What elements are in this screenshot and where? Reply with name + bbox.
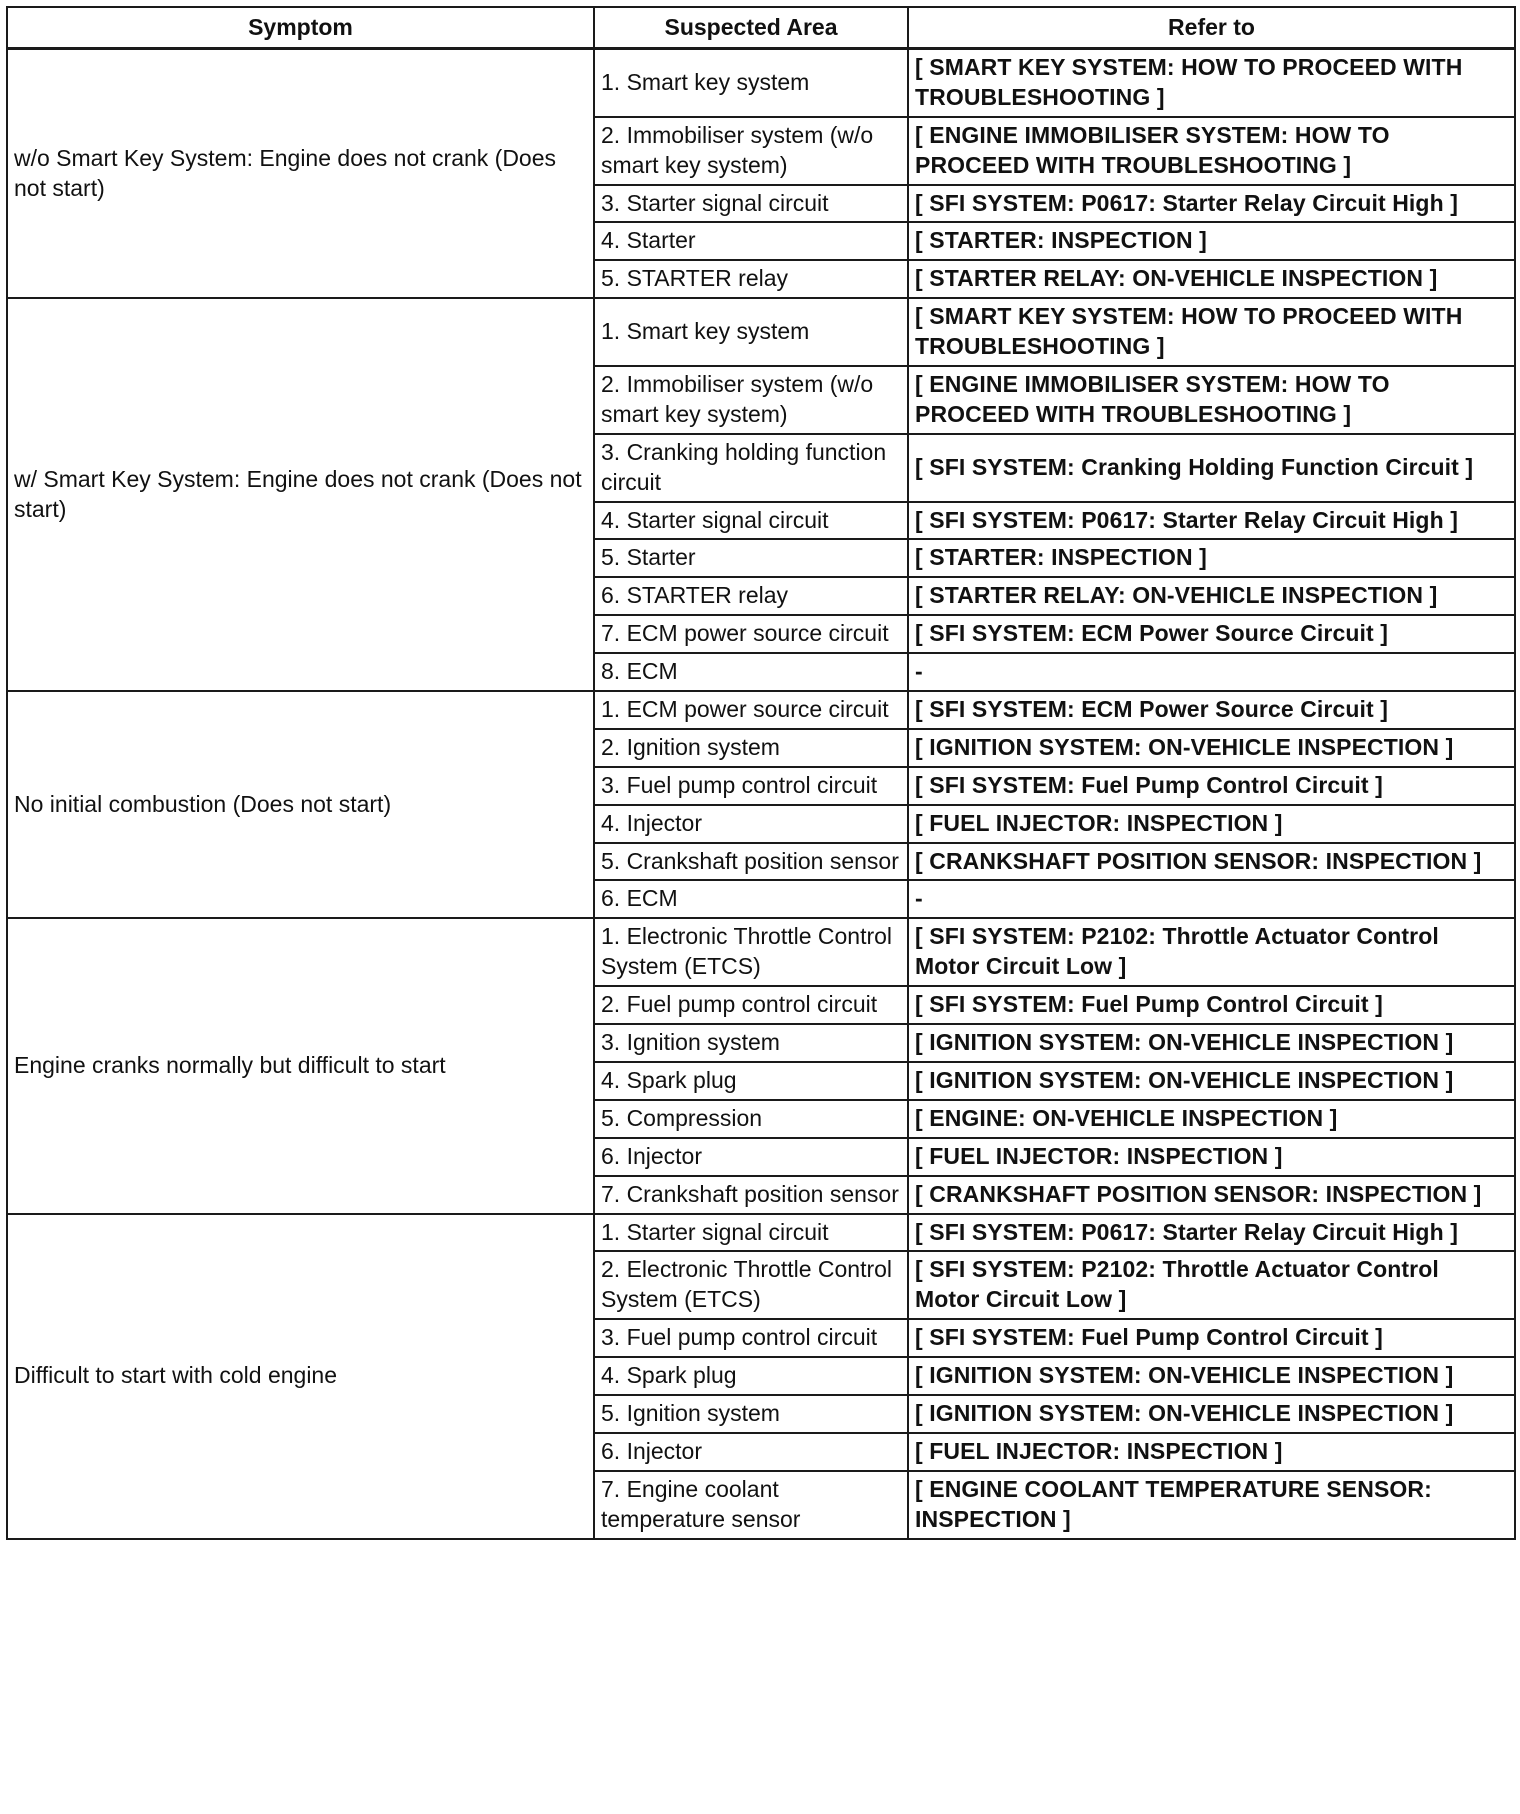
suspected-area-cell: 5. Starter — [594, 539, 908, 577]
refer-to-cell: [ SFI SYSTEM: P0617: Starter Relay Circuit High ] — [908, 1214, 1515, 1252]
symptom-cell: No initial combustion (Does not start) — [7, 691, 594, 918]
suspected-area-cell: 7. Crankshaft position sensor — [594, 1176, 908, 1214]
refer-to-cell: [ ENGINE IMMOBILISER SYSTEM: HOW TO PROCEED WITH TROUBLESHOOTING ] — [908, 117, 1515, 185]
table-row — [7, 918, 1515, 986]
refer-to-cell: [ IGNITION SYSTEM: ON-VEHICLE INSPECTION ] — [908, 1395, 1515, 1433]
suspected-area-cell: 5. Compression — [594, 1100, 908, 1138]
header-refer-to: Refer to — [908, 7, 1515, 49]
refer-to-cell: [ SFI SYSTEM: Fuel Pump Control Circuit ] — [908, 767, 1515, 805]
refer-to-cell: [ SFI SYSTEM: ECM Power Source Circuit ] — [908, 615, 1515, 653]
refer-to-cell: [ STARTER RELAY: ON-VEHICLE INSPECTION ] — [908, 577, 1515, 615]
refer-to-cell: [ STARTER: INSPECTION ] — [908, 539, 1515, 577]
refer-to-cell: [ IGNITION SYSTEM: ON-VEHICLE INSPECTION ] — [908, 1024, 1515, 1062]
refer-to-cell: [ SFI SYSTEM: ECM Power Source Circuit ] — [908, 691, 1515, 729]
suspected-area-cell: 4. Spark plug — [594, 1062, 908, 1100]
refer-to-cell: [ SMART KEY SYSTEM: HOW TO PROCEED WITH TROUBLESHOOTING ] — [908, 49, 1515, 117]
table-row — [7, 298, 1515, 366]
refer-to-cell: [ CRANKSHAFT POSITION SENSOR: INSPECTION ] — [908, 843, 1515, 881]
suspected-area-cell: 4. Starter — [594, 222, 908, 260]
header-symptom: Symptom — [7, 7, 594, 49]
refer-to-cell: [ CRANKSHAFT POSITION SENSOR: INSPECTION ] — [908, 1176, 1515, 1214]
suspected-area-cell: 2. Electronic Throttle Control System (ETCS) — [594, 1251, 908, 1319]
symptom-cell: Engine cranks normally but difficult to start — [7, 918, 594, 1213]
refer-to-cell: [ SFI SYSTEM: P2102: Throttle Actuator Control Motor Circuit Low ] — [908, 918, 1515, 986]
refer-to-cell: - — [908, 653, 1515, 691]
symptom-cell: w/ Smart Key System: Engine does not crank (Does not start) — [7, 298, 594, 691]
suspected-area-cell: 6. Injector — [594, 1138, 908, 1176]
suspected-area-cell: 5. Ignition system — [594, 1395, 908, 1433]
refer-to-cell: - — [908, 880, 1515, 918]
refer-to-cell: [ SFI SYSTEM: P0617: Starter Relay Circuit High ] — [908, 185, 1515, 223]
refer-to-cell: [ ENGINE COOLANT TEMPERATURE SENSOR: INSPECTION ] — [908, 1471, 1515, 1539]
header-suspected-area: Suspected Area — [594, 7, 908, 49]
suspected-area-cell: 2. Ignition system — [594, 729, 908, 767]
suspected-area-cell: 1. Smart key system — [594, 49, 908, 117]
suspected-area-cell: 3. Fuel pump control circuit — [594, 767, 908, 805]
suspected-area-cell: 1. Smart key system — [594, 298, 908, 366]
refer-to-cell: [ SFI SYSTEM: Fuel Pump Control Circuit ] — [908, 986, 1515, 1024]
troubleshooting-table — [6, 6, 1516, 1540]
refer-to-cell: [ IGNITION SYSTEM: ON-VEHICLE INSPECTION ] — [908, 729, 1515, 767]
refer-to-cell: [ SFI SYSTEM: P0617: Starter Relay Circuit High ] — [908, 502, 1515, 540]
refer-to-cell: [ SFI SYSTEM: P2102: Throttle Actuator Control Motor Circuit Low ] — [908, 1251, 1515, 1319]
suspected-area-cell: 2. Fuel pump control circuit — [594, 986, 908, 1024]
refer-to-cell: [ ENGINE: ON-VEHICLE INSPECTION ] — [908, 1100, 1515, 1138]
symptom-cell: w/o Smart Key System: Engine does not crank (Does not start) — [7, 49, 594, 299]
suspected-area-cell: 1. Electronic Throttle Control System (ETCS) — [594, 918, 908, 986]
refer-to-cell: [ SFI SYSTEM: Fuel Pump Control Circuit ] — [908, 1319, 1515, 1357]
suspected-area-cell: 7. ECM power source circuit — [594, 615, 908, 653]
suspected-area-cell: 2. Immobiliser system (w/o smart key system) — [594, 117, 908, 185]
refer-to-cell: [ FUEL INJECTOR: INSPECTION ] — [908, 1138, 1515, 1176]
refer-to-cell: [ FUEL INJECTOR: INSPECTION ] — [908, 1433, 1515, 1471]
suspected-area-cell: 1. Starter signal circuit — [594, 1214, 908, 1252]
suspected-area-cell: 6. Injector — [594, 1433, 908, 1471]
suspected-area-cell: 4. Starter signal circuit — [594, 502, 908, 540]
refer-to-cell: [ ENGINE IMMOBILISER SYSTEM: HOW TO PROCEED WITH TROUBLESHOOTING ] — [908, 366, 1515, 434]
suspected-area-cell: 5. Crankshaft position sensor — [594, 843, 908, 881]
refer-to-cell: [ FUEL INJECTOR: INSPECTION ] — [908, 805, 1515, 843]
suspected-area-cell: 2. Immobiliser system (w/o smart key system) — [594, 366, 908, 434]
suspected-area-cell: 4. Spark plug — [594, 1357, 908, 1395]
table-row — [7, 1214, 1515, 1252]
refer-to-cell: [ IGNITION SYSTEM: ON-VEHICLE INSPECTION ] — [908, 1062, 1515, 1100]
refer-to-cell: [ SFI SYSTEM: Cranking Holding Function Circuit ] — [908, 434, 1515, 502]
refer-to-cell: [ IGNITION SYSTEM: ON-VEHICLE INSPECTION ] — [908, 1357, 1515, 1395]
suspected-area-cell: 4. Injector — [594, 805, 908, 843]
suspected-area-cell: 7. Engine coolant temperature sensor — [594, 1471, 908, 1539]
refer-to-cell: [ STARTER: INSPECTION ] — [908, 222, 1515, 260]
symptom-cell: Difficult to start with cold engine — [7, 1214, 594, 1539]
suspected-area-cell: 6. STARTER relay — [594, 577, 908, 615]
refer-to-cell: [ SMART KEY SYSTEM: HOW TO PROCEED WITH TROUBLESHOOTING ] — [908, 298, 1515, 366]
suspected-area-cell: 3. Starter signal circuit — [594, 185, 908, 223]
table-body — [7, 49, 1515, 1539]
suspected-area-cell: 6. ECM — [594, 880, 908, 918]
suspected-area-cell: 8. ECM — [594, 653, 908, 691]
suspected-area-cell: 3. Cranking holding function circuit — [594, 434, 908, 502]
suspected-area-cell: 1. ECM power source circuit — [594, 691, 908, 729]
suspected-area-cell: 3. Fuel pump control circuit — [594, 1319, 908, 1357]
suspected-area-cell: 5. STARTER relay — [594, 260, 908, 298]
table-row — [7, 691, 1515, 729]
refer-to-cell: [ STARTER RELAY: ON-VEHICLE INSPECTION ] — [908, 260, 1515, 298]
header-row — [7, 7, 1515, 49]
suspected-area-cell: 3. Ignition system — [594, 1024, 908, 1062]
table-row — [7, 49, 1515, 117]
